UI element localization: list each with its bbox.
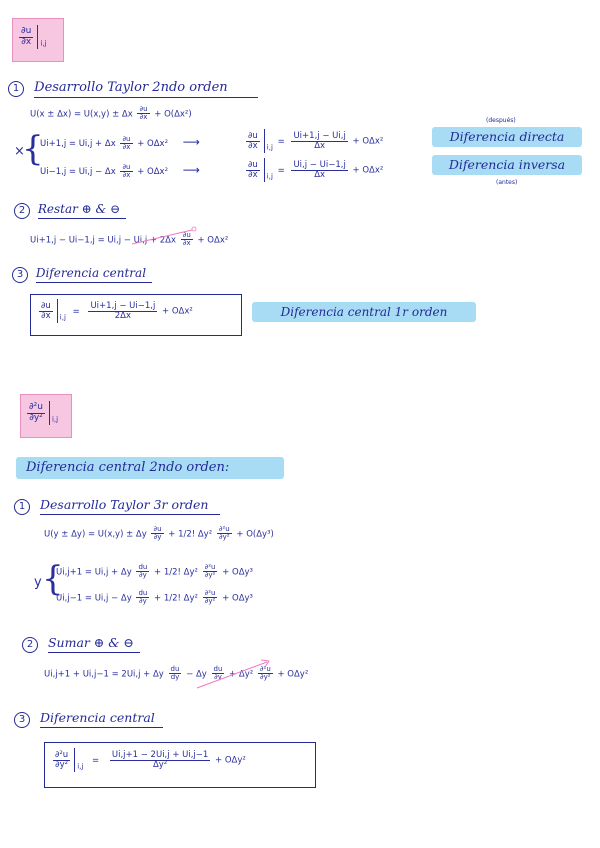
left-brace-y: { <box>42 559 64 599</box>
step-title: Desarrollo Taylor 2ndo orden <box>34 80 258 98</box>
sum-equation: Ui,j+1 + Ui,j−1 = 2Ui,j + Δy $\frac{du}{dy}$ − Δy $\frac{du}{\partial y}$ + Δy² $\frac{\text{∂²u}}{\text{∂y²}}$ + OΔy² <box>44 665 309 682</box>
derivative-header-box: $\frac{\partial u}{\partial x}$ $_{i,j}$ <box>12 18 64 62</box>
taylor-row-plus: Ui+1,j = Ui,j + Δx $\frac{\partial u}{\partial x}$ + OΔx² ⟶ <box>40 134 200 151</box>
central-difference-y-box: $\frac{\text{∂²u}}{\text{∂y²}}$ $_{i,j}$ = $\frac{Ui,j+1 - 2Ui,j + Ui,j-1}{\text{Δy²}}$ + OΔy² <box>44 742 316 788</box>
banner-central-2ndo: Diferencia central 2ndo orden: <box>16 457 284 479</box>
cancel-strike <box>130 226 200 246</box>
label-antes: (antes) <box>496 179 518 186</box>
tag-diferencia-central: Diferencia central 1r orden <box>252 302 476 322</box>
step2-heading-y: 2 Sumar ⊕ & ⊖ <box>22 635 140 653</box>
tag-diferencia-inversa: Diferencia inversa <box>432 155 582 175</box>
step1-heading-y: 1 Desarrollo Taylor 3r orden <box>14 497 220 515</box>
y-mark: y <box>34 575 42 590</box>
step3-heading-y: 3 Diferencia central <box>14 710 163 728</box>
label-despues: (después) <box>486 117 516 124</box>
taylor-expansion-y: U(y ± Δy) = U(x,y) ± Δy $\frac{\partial u}{\partial y}$ + 1/2! Δy² $\frac{\text{∂²u}}{\text{∂y²}}$ + O(Δy³) <box>44 525 274 542</box>
backward-difference-result: $\frac{\partial u}{\partial x}$ $_{i,j}$ = $\frac{Ui,j - Ui-1,j}{\Delta x}$ + OΔx² <box>248 159 384 181</box>
step1-heading <box>8 80 258 97</box>
forward-difference-result: $\frac{\partial u}{\partial x}$ $_{i,j}$ = $\frac{Ui+1,j - Ui,j}{\Delta x}$ + OΔx² <box>248 130 384 152</box>
multiply-mark: × <box>14 144 25 159</box>
tag-diferencia-directa: Diferencia directa <box>432 127 582 147</box>
taylor-row-minus: Ui−1,j = Ui,j − Δx $\frac{\partial u}{\partial x}$ + OΔx² ⟶ <box>40 162 200 179</box>
taylor-row-y-minus: Ui,j−1 = Ui,j − Δy $\frac{du}{\partial y}$ + 1/2! Δy² $\frac{\text{∂²u}}{\text{∂y²}}$ + OΔy³ <box>56 589 253 606</box>
second-derivative-header-box: $\frac{\text{∂²u}}{\text{∂y²}}$ $_{i,j}$ <box>20 394 72 438</box>
step3-heading: 3 Diferencia central <box>12 266 152 283</box>
header-fraction: $\frac{\partial u}{\partial x}$ <box>21 26 32 47</box>
taylor-row-y-plus: Ui,j+1 = Ui,j + Δy $\frac{du}{\partial y}$ + 1/2! Δy² $\frac{\text{∂²u}}{\text{∂y²}}$ + OΔy³ <box>56 563 253 580</box>
central-difference-box: $\frac{\partial u}{\partial x}$ $_{i,j}$ = $\frac{Ui+1,j - Ui-1,j}{2\Delta x}$ + OΔx² <box>30 294 242 336</box>
cancel-strike-y <box>195 656 275 692</box>
subtract-equation: Ui+1,j − Ui−1,j = Ui,j − Ui,j + 2Δx $\frac{\partial u}{\partial x}$ + OΔx² <box>30 231 229 248</box>
left-brace: { <box>22 129 44 169</box>
taylor-expansion-x: U(x ± Δx) = U(x,y) ± Δx $\frac{\partial u}{\partial x}$ + O(Δx²) <box>30 105 192 122</box>
step2-heading: 2 Restar ⊕ & ⊖ <box>14 202 126 219</box>
step-number: 1 <box>8 81 24 97</box>
